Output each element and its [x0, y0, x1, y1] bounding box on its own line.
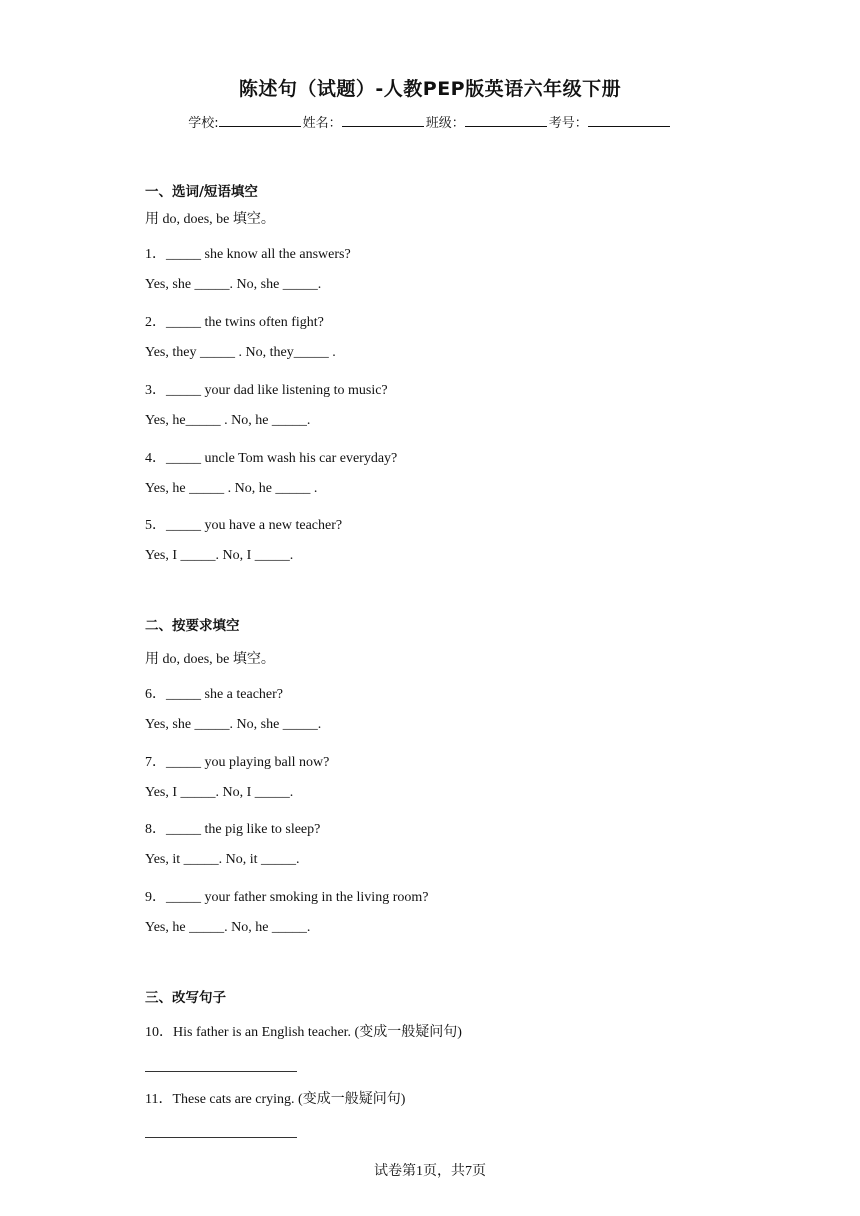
question-2: 2．_____ the twins often fight?: [145, 315, 324, 330]
answer-line-11[interactable]: [145, 1137, 297, 1138]
answer-5: Yes, I _____. No, I _____.: [145, 548, 294, 563]
question-3: 3．_____ your dad like listening to music?: [145, 383, 388, 398]
section-2-instruction: 用 do, does, be 填空。: [145, 652, 275, 667]
question-9: 9．_____ your father smoking in the living room?: [145, 890, 429, 905]
page-title: 陈述句（试题）-人教PEP版英语六年级下册: [238, 78, 622, 100]
answer-7: Yes, I _____. No, I _____.: [145, 785, 294, 800]
section-1-instruction: 用 do, does, be 填空。: [145, 212, 275, 227]
student-info-line: [0, 112, 860, 131]
question-10: 10．His father is an English teacher. (变成一般疑问句): [145, 1025, 462, 1040]
name-blank: [342, 114, 424, 127]
answer-3: Yes, he_____ . No, he _____.: [145, 413, 311, 428]
answer-2: Yes, they _____ . No, they_____ .: [145, 345, 336, 360]
question-6: 6．_____ she a teacher?: [145, 687, 283, 702]
class-blank: [465, 114, 547, 127]
answer-4: Yes, he _____ . No, he _____ .: [145, 481, 318, 496]
exam-no-blank: [588, 114, 670, 127]
class-label: 班级：: [425, 116, 465, 131]
question-7: 7．_____ you playing ball now?: [145, 755, 330, 770]
school-label: 学校:: [188, 116, 219, 131]
question-1: 1．_____ she know all the answers?: [145, 247, 351, 262]
exam-no-label: 考号：: [548, 116, 588, 131]
section-3-heading: 三、改写句子: [145, 990, 226, 1006]
answer-6: Yes, she _____. No, she _____.: [145, 717, 322, 732]
page-footer: 试卷第1页，共7页: [374, 1164, 486, 1179]
section-2-heading: 二、按要求填空: [145, 618, 240, 634]
answer-1: Yes, she _____. No, she _____.: [145, 277, 322, 292]
question-11: 11．These cats are crying. (变成一般疑问句): [145, 1092, 406, 1107]
answer-9: Yes, he _____. No, he _____.: [145, 920, 311, 935]
school-blank: [219, 114, 301, 127]
answer-line-10[interactable]: [145, 1071, 297, 1072]
question-8: 8．_____ the pig like to sleep?: [145, 822, 321, 837]
name-label: 姓名：: [302, 116, 342, 131]
question-4: 4．_____ uncle Tom wash his car everyday?: [145, 451, 398, 466]
answer-8: Yes, it _____. No, it _____.: [145, 852, 300, 867]
question-5: 5．_____ you have a new teacher?: [145, 518, 343, 533]
section-1-heading: 一、选词/短语填空: [145, 184, 258, 200]
